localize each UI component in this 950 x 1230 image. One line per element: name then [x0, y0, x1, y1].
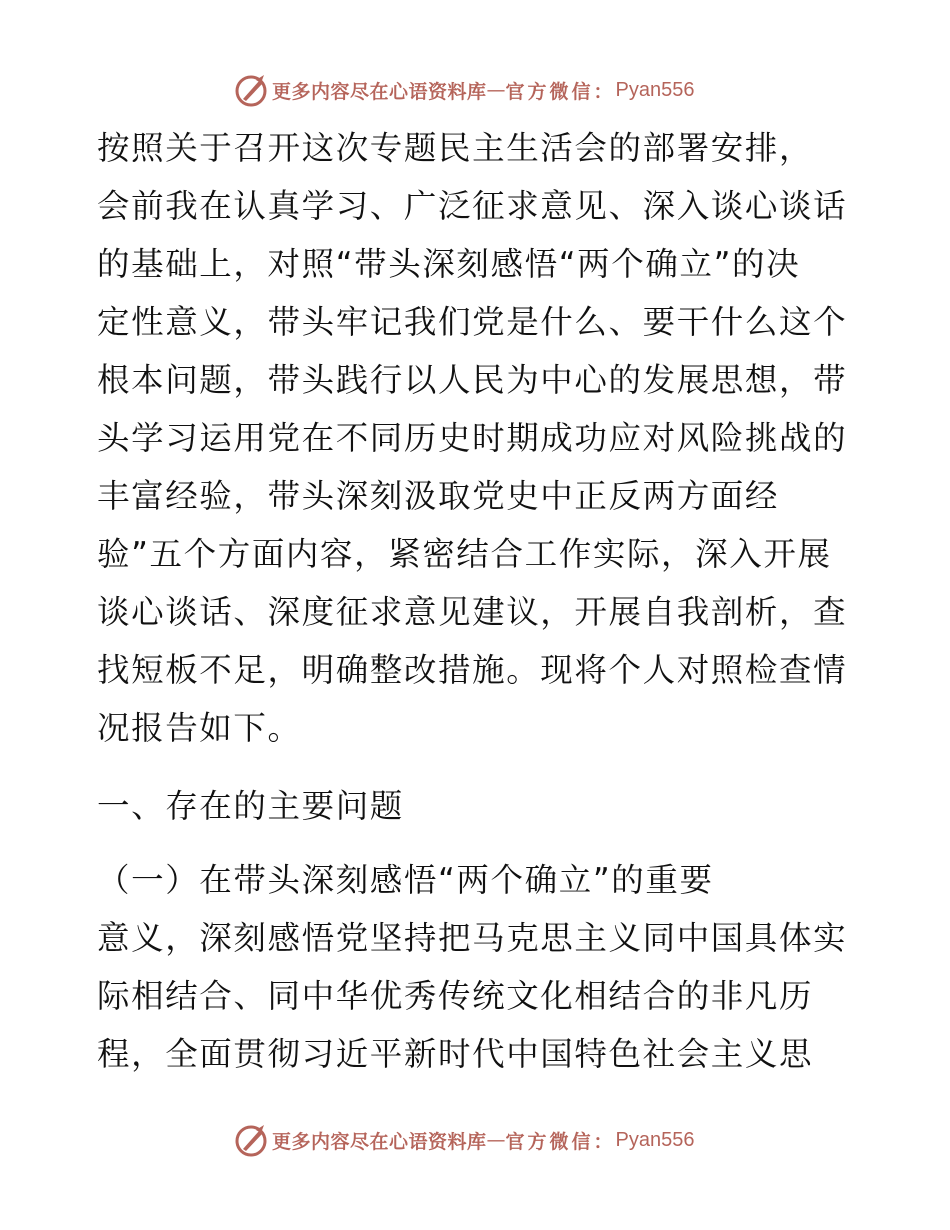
body-line: 根本问题，带头践行以人民为中心的发展思想，带	[97, 361, 848, 399]
footer-watermark	[234, 1123, 695, 1157]
watermark-wechat-id: Pyan556	[615, 1128, 695, 1151]
watermark-wechat-label: 官方微信：	[505, 1130, 616, 1153]
header-watermark	[234, 73, 695, 107]
watermark-text: 更多内容尽在心语资料库	[272, 1130, 487, 1153]
body-line: 找短板不足，明确整改措施。现将个人对照检查情	[97, 651, 848, 689]
watermark-wechat-id: Pyan556	[615, 78, 695, 101]
quill-pen-circle-icon	[234, 1123, 268, 1157]
body-line: 谈心谈话、深度征求意见建议，开展自我剖析，查	[97, 593, 848, 631]
watermark-dash: —	[486, 1129, 506, 1151]
body-line: 会前我在认真学习、广泛征求意见、深入谈心谈话	[97, 187, 848, 225]
body-line: 况报告如下。	[97, 709, 302, 747]
quill-pen-circle-icon	[234, 73, 268, 107]
body-line: 定性意义，带头牢记我们党是什么、要干什么这个	[97, 303, 848, 341]
subsection-heading: （一）在带头深刻感悟“两个确立”的重要	[97, 861, 714, 899]
watermark-dash: —	[486, 79, 506, 101]
section-heading: 一、存在的主要问题	[97, 787, 404, 825]
body-line: 的基础上，对照“带头深刻感悟“两个确立”的决	[97, 245, 801, 283]
body-line: 际相结合、同中华优秀传统文化相结合的非凡历	[97, 977, 814, 1015]
watermark-wechat-label: 官方微信：	[505, 80, 616, 103]
body-line: 程，全面贯彻习近平新时代中国特色社会主义思	[97, 1035, 814, 1073]
body-line: 丰富经验，带头深刻汲取党史中正反两方面经	[97, 477, 780, 515]
watermark-text: 更多内容尽在心语资料库	[272, 80, 487, 103]
body-line: 意义，深刻感悟党坚持把马克思主义同中国具体实	[97, 919, 848, 957]
body-line: 验”五个方面内容，紧密结合工作实际，深入开展	[97, 535, 832, 573]
body-line: 按照关于召开这次专题民主生活会的部署安排，	[97, 129, 814, 167]
body-line: 头学习运用党在不同历史时期成功应对风险挑战的	[97, 419, 848, 457]
